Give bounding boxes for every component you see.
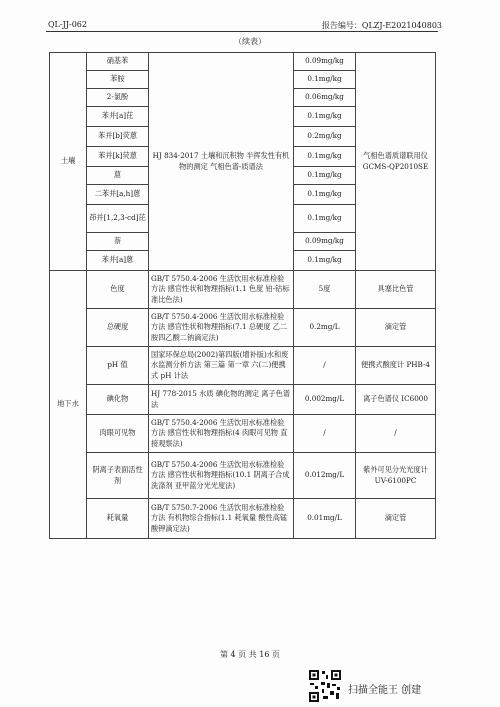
qr-code-icon	[308, 669, 342, 703]
item-cell: 苯并[k]荧蒽	[87, 147, 149, 167]
detection-limit-cell: 0.1mg/kg	[294, 205, 356, 233]
item-cell: 碘化物	[87, 385, 149, 415]
item-cell: 苯并[a]芘	[87, 107, 149, 127]
item-cell: 色度	[87, 271, 149, 309]
instrument-cell: 具塞比色管	[356, 271, 436, 309]
instrument-cell: 紫外可见分光光度计 UV-6100PC	[356, 453, 436, 499]
detection-limit-cell: 0.09mg/kg	[294, 53, 356, 71]
instrument-cell: 离子色谱仪 IC6000	[356, 385, 436, 415]
item-cell: 阴离子表面活性剂	[87, 453, 149, 499]
report-number: 报告编号：QLZJ-E2021040803	[321, 21, 442, 30]
item-cell: 肉眼可见物	[87, 415, 149, 453]
item-cell: 苯胺	[87, 71, 149, 89]
method-cell: HJ 778-2015 水质 碘化物的测定 离子色谱法	[149, 385, 294, 415]
method-cell: HJ 834-2017 土壤和沉积物 半挥发性有机物的测定 气相色谱-质谱法	[149, 53, 294, 271]
detection-limit-cell: 0.1mg/kg	[294, 167, 356, 185]
page-number: 第 4 页 共 16 页	[220, 650, 280, 659]
item-cell: 2-氯酚	[87, 89, 149, 107]
item-cell: 苯并[b]荧蒽	[87, 127, 149, 147]
medium-cell: 地下水	[50, 271, 87, 539]
item-cell: pH 值	[87, 347, 149, 385]
detection-limit-cell: 0.06mg/kg	[294, 89, 356, 107]
detection-limit-cell: 0.01mg/L	[294, 499, 356, 539]
detection-limit-cell: 0.1mg/kg	[294, 185, 356, 205]
item-cell: 茚并[1,2,3-cd]芘	[87, 205, 149, 233]
item-cell: 苯并[a]蒽	[87, 251, 149, 271]
instrument-cell: 便携式酸度计 PHB-4	[356, 347, 436, 385]
scanner-watermark: 扫描全能王 创建	[348, 685, 422, 696]
instrument-cell: /	[356, 415, 436, 453]
detection-limit-cell: 0.2mg/kg	[294, 127, 356, 147]
method-cell: 国家环保总局(2002)第四版(增补版)水和废水监测分析方法 第三篇 第一章 六(二)便携式 pH 计法	[149, 347, 294, 385]
detection-limit-cell: 5度	[294, 271, 356, 309]
detection-limit-cell: /	[294, 415, 356, 453]
instrument-cell: 滴定管	[356, 309, 436, 347]
table-row	[50, 271, 436, 309]
method-cell: GB/T 5750.4-2006 生活饮用水标准检验方法 感官性状和物理指标(7.1 总硬度 乙二胺四乙酸二钠滴定法)	[149, 309, 294, 347]
item-cell: 总硬度	[87, 309, 149, 347]
item-cell: 萘	[87, 233, 149, 251]
continued-label: （续表）	[234, 37, 266, 46]
table-row	[50, 453, 436, 499]
method-cell: GB/T 5750.4-2006 生活饮用水标准检验方法 感官性状和物理指标(4 肉眼可见物 直接观察法)	[149, 415, 294, 453]
item-cell: 䓛	[87, 167, 149, 185]
detection-limit-cell: 0.002mg/L	[294, 385, 356, 415]
table-row	[50, 309, 436, 347]
item-cell: 耗氧量	[87, 499, 149, 539]
item-cell: 二苯并[a,h]蒽	[87, 185, 149, 205]
detection-limit-cell: 0.1mg/kg	[294, 71, 356, 89]
detection-limit-cell: 0.1mg/kg	[294, 147, 356, 167]
instrument-cell: 气相色谱质谱联用仪 GCMS-QP2010SE	[356, 53, 436, 271]
detection-limit-cell: 0.1mg/kg	[294, 251, 356, 271]
table-row	[50, 347, 436, 385]
detection-limit-cell: 0.09mg/kg	[294, 233, 356, 251]
table-row	[50, 385, 436, 415]
detection-limit-cell: 0.012mg/L	[294, 453, 356, 499]
detection-limit-cell: 0.2mg/L	[294, 309, 356, 347]
detection-limit-cell: 0.1mg/kg	[294, 107, 356, 127]
method-cell: GB/T 5750.4-2006 生活饮用水标准检验方法 感官性状和物理指标(10.1 阴离子合成洗涤剂 亚甲蓝分光光度法)	[149, 453, 294, 499]
method-cell: GB/T 5750.7-2006 生活饮用水标准检验方法 有机物综合指标(1.1 耗氧量 酸性高锰酸钾滴定法)	[149, 499, 294, 539]
detection-limit-cell: /	[294, 347, 356, 385]
document-code: QL-JJ-062	[48, 20, 87, 29]
item-cell: 硝基苯	[87, 53, 149, 71]
table-row	[50, 499, 436, 539]
test-method-table	[49, 52, 436, 539]
instrument-cell: 滴定管	[356, 499, 436, 539]
table-row	[50, 415, 436, 453]
header-divider	[46, 31, 438, 32]
medium-cell: 土壤	[50, 53, 87, 271]
table-row	[50, 53, 436, 71]
method-cell: GB/T 5750.4-2006 生活饮用水标准检验方法 感官性状和物理指标(1.1 色度 铂-钴标准比色法)	[149, 271, 294, 309]
